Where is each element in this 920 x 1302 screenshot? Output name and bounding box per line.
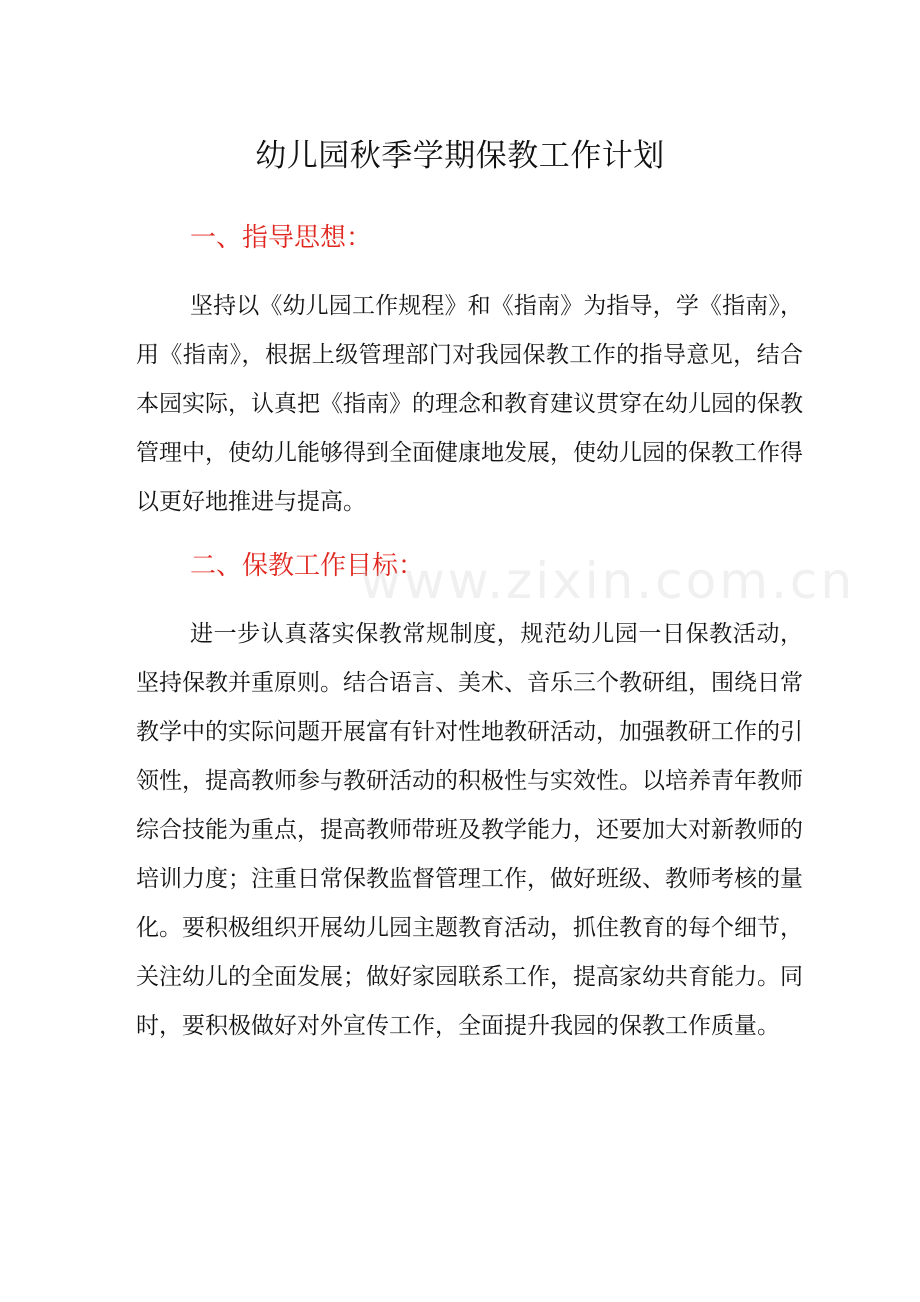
section-heading-guiding-ideology: 一、指导思想： [190, 223, 373, 253]
section-body-guiding-ideology: 坚持以《幼儿园工作规程》和《指南》为指导，学《指南》，用《指南》，根据上级管理部门对我园保教工作的指导意见，结合本园实际，认真把《指南》的理念和教育建议贯穿在幼儿园的保教管理中，使幼儿能够得到全面健康地发展，使幼儿园的保教工作得以更好地推进与提高。 [136, 293, 803, 515]
watermark: www.zixin.com.cn [360, 552, 856, 610]
section-body-work-goals: 进一步认真落实保教常规制度，规范幼儿园一日保教活动，坚持保教并重原则。结合语言、美术、音乐三个教研组，围绕日常教学中的实际问题开展富有针对性地教研活动，加强教研工作的引领性，提高教师参与教研活动的积极性与实效性。以培养青年教师综合技能为重点，提高教师带班及教学能力，还要加大对新教师的培训力度；注重日常保教监督管理工作，做好班级、教师考核的量化。要积极组织开展幼儿园主题教育活动，抓住教育的每个细节，关注幼儿的全面发展；做好家园联系工作，提高家幼共育能力。同时，要积极做好对外宣传工作，全面提升我园的保教工作质量。 [136, 621, 803, 1039]
section-heading-work-goals: 二、保教工作目标： [190, 551, 425, 581]
document-title: 幼儿园秋季学期保教工作计划 [255, 138, 665, 174]
